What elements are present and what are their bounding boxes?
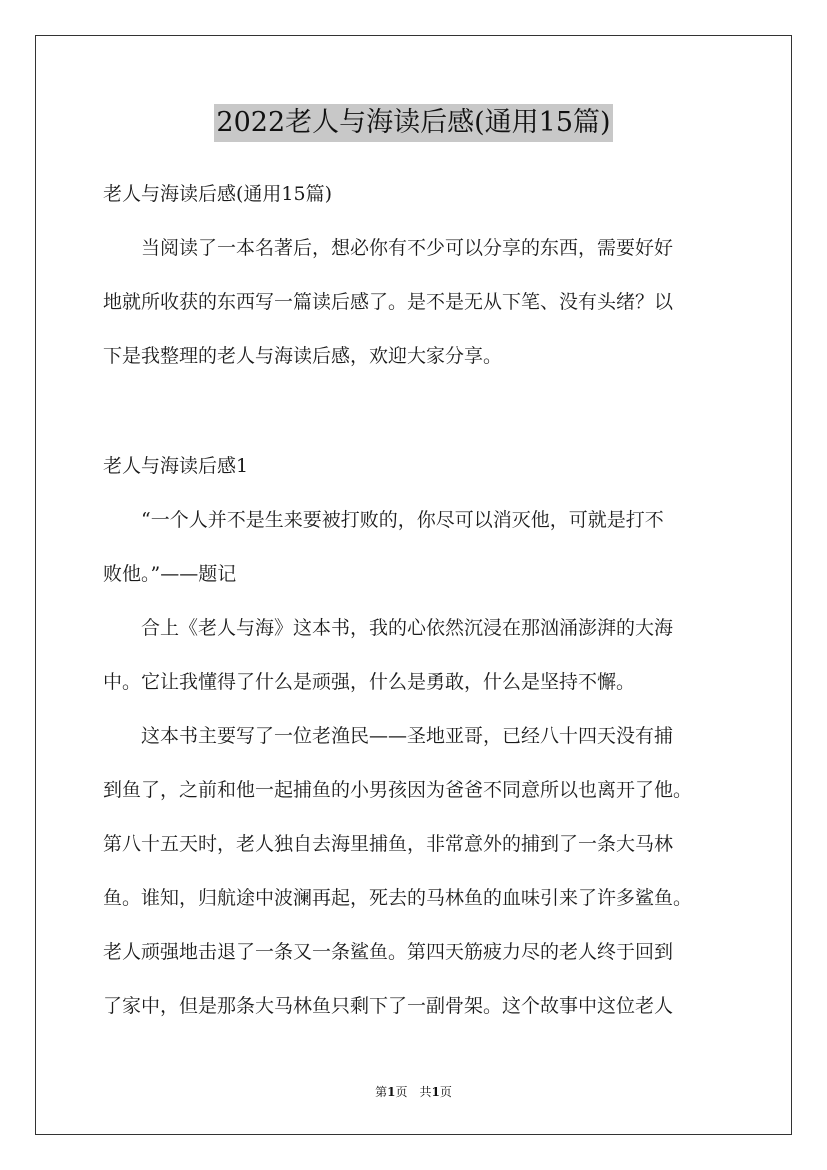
paragraph-line: 第八十五天时，老人独自去海里捕鱼，非常意外的捕到了一条大马林 [103,833,674,855]
document-title: 2022老人与海读后感(通用15篇) [214,104,612,142]
paragraph-line: 鱼。谁知，归航途中波澜再起，死去的马林鱼的血味引来了许多鲨鱼。 [103,887,693,909]
page-mid: 页 共 [395,1085,432,1099]
paragraph-line: 下是我整理的老人与海读后感，欢迎大家分享。 [103,345,503,367]
page-prefix: 第 [375,1085,388,1099]
paragraph-line: 老人顽强地击退了一条又一条鲨鱼。第四天筋疲力尽的老人终于回到 [103,941,674,963]
page-total-number: 1 [431,1085,440,1099]
paragraph-line: “一个人并不是生来要被打败的，你尽可以消灭他，可就是打不 [103,509,664,531]
paragraph-line: 到鱼了，之前和他一起捕鱼的小男孩因为爸爸不同意所以也离开了他。 [103,779,693,801]
paragraph-line: 败他。”——题记 [103,563,237,585]
paragraph-line: 合上《老人与海》这本书，我的心依然沉浸在那汹涌澎湃的大海 [103,617,674,639]
page-footer [0,1084,827,1100]
paragraph-line: 这本书主要写了一位老渔民——圣地亚哥，已经八十四天没有捕 [103,725,674,747]
paragraph-line: 当阅读了一本名著后，想必你有不少可以分享的东西，需要好好 [103,237,674,259]
subtitle-line: 老人与海读后感(通用15篇) [103,183,333,205]
paragraph-line: 中。它让我懂得了什么是顽强，什么是勇敢，什么是坚持不懈。 [103,671,636,693]
paragraph-line: 了家中，但是那条大马林鱼只剩下了一副骨架。这个故事中这位老人 [103,995,674,1017]
section-heading: 老人与海读后感1 [103,455,249,477]
paragraph-line: 地就所收获的东西写一篇读后感了。是不是无从下笔、没有头绪？以 [103,291,674,313]
page-current-number: 1 [387,1085,396,1099]
title-container [0,104,827,142]
page-suffix: 页 [439,1085,452,1099]
